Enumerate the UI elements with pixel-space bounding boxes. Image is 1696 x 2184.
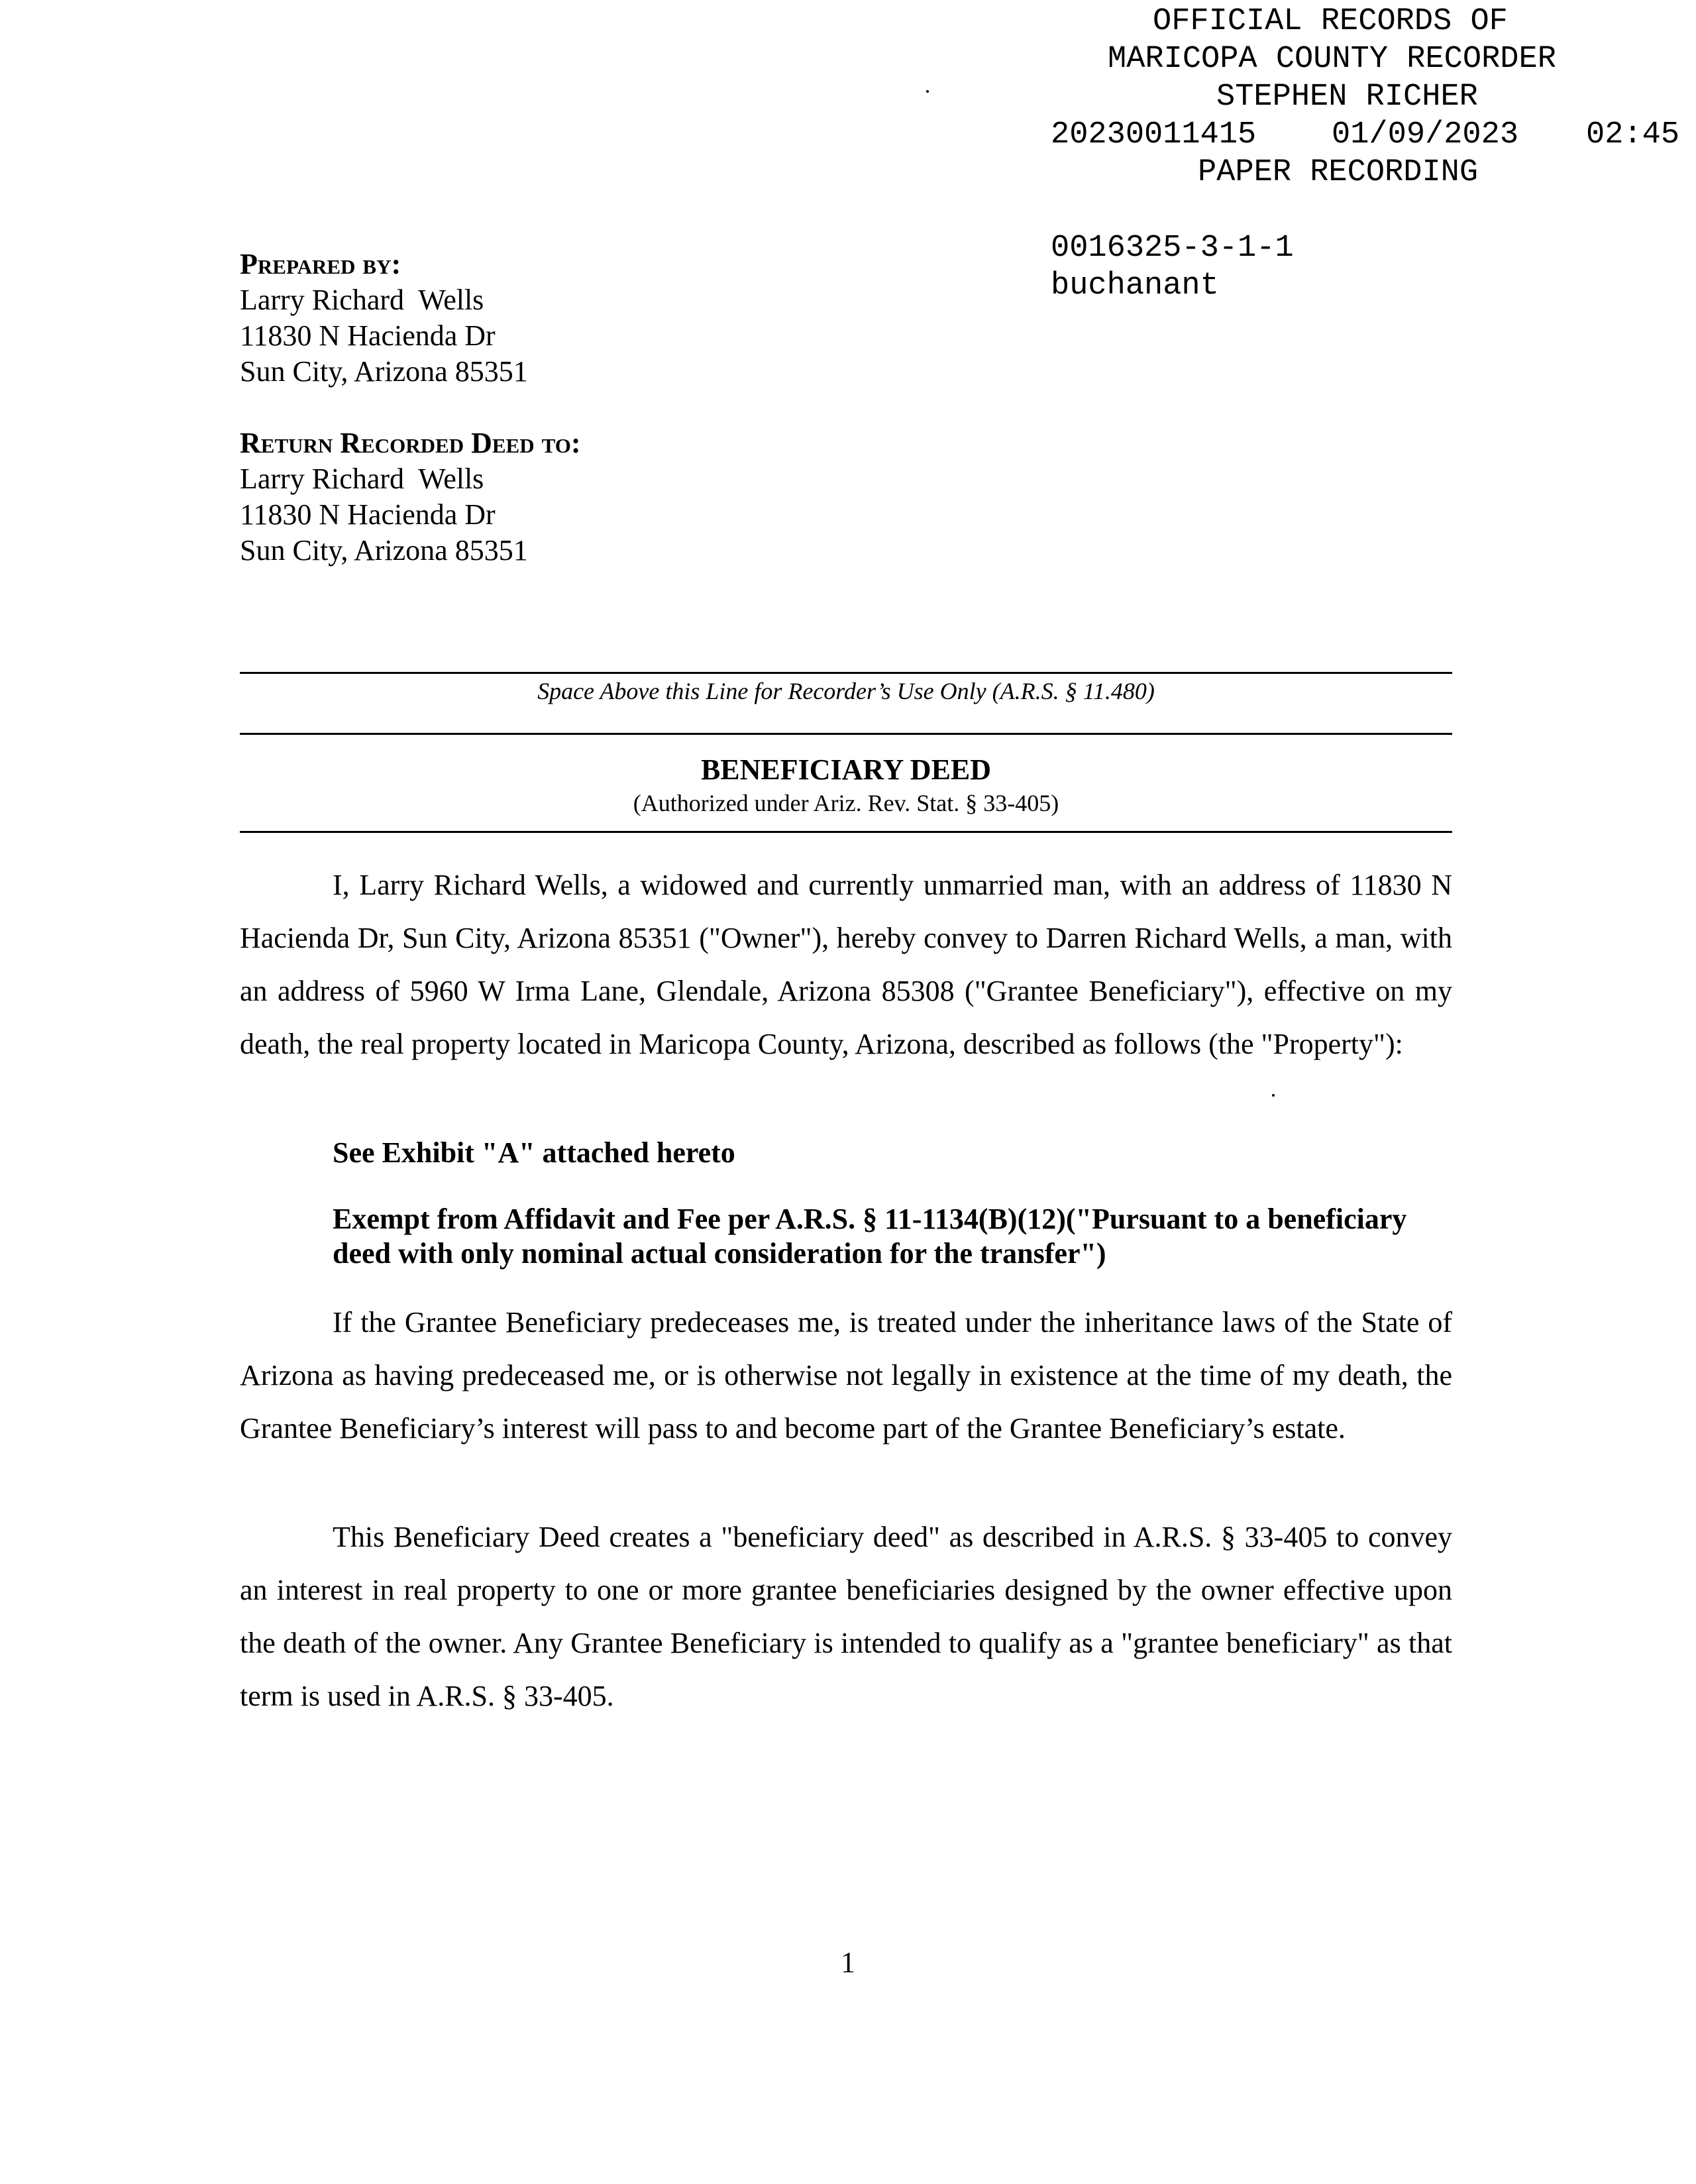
- prepared-by-name: Larry Richard Wells: [240, 284, 484, 316]
- stamp-record-number: 20230011415: [1051, 117, 1257, 152]
- return-to-block: [240, 425, 580, 569]
- prepared-by-block: [240, 246, 528, 390]
- exemption-statement: Exempt from Affidavit and Fee per A.R.S. § 11-1134(B)(12)("Pursuant to a beneficiary deed with only nominal actual consideration for the transfer"): [333, 1203, 1407, 1270]
- stamp-record-date: 01/09/2023: [1332, 117, 1519, 152]
- stamp-paper-recording: PAPER RECORDING: [1198, 155, 1479, 190]
- title-bottom-rule: [240, 831, 1452, 833]
- page-number: 1: [841, 1946, 855, 1979]
- recorder-use-bottom-rule: [240, 733, 1452, 735]
- exhibit-reference: See Exhibit "A" attached hereto: [333, 1136, 735, 1169]
- beneficiary-deed-paragraph: This Beneficiary Deed creates a "beneficiary deed" as described in A.R.S. § 33-405 to convey an interest in real property to one or more grantee beneficiaries designed by the owner effective upon the death of the owner. Any Grantee Beneficiary is intended to qualify as a "grantee beneficiary" as that term is used in A.R.S. § 33-405.: [240, 1521, 1452, 1712]
- stamp-clerk: buchanant: [1051, 268, 1219, 303]
- scan-speck: [926, 90, 929, 93]
- prepared-by-city: Sun City, Arizona 85351: [240, 355, 528, 388]
- recorder-use-top-rule: [240, 672, 1452, 674]
- deed-title: BENEFICIARY DEED: [700, 753, 992, 786]
- return-to-city: Sun City, Arizona 85351: [240, 534, 528, 567]
- stamp-record-time: 02:45: [1586, 117, 1680, 152]
- scan-speck: [1272, 1094, 1275, 1097]
- stamp-county-recorder: MARICOPA COUNTY RECORDER: [1108, 42, 1556, 77]
- stamp-official-records: OFFICIAL RECORDS OF: [1153, 4, 1508, 39]
- stamp-batch-id: 0016325-3-1-1: [1051, 231, 1294, 266]
- prepared-by-street: 11830 N Hacienda Dr: [240, 319, 496, 352]
- deed-subtitle: (Authorized under Ariz. Rev. Stat. § 33-405): [633, 790, 1059, 816]
- prepared-by-heading: Prepared by:: [240, 248, 401, 280]
- recorder-use-note: Space Above this Line for Recorder’s Use Only (A.R.S. § 11.480): [537, 678, 1155, 704]
- return-to-name: Larry Richard Wells: [240, 463, 484, 495]
- stamp-recorder-name: STEPHEN RICHER: [1216, 80, 1478, 115]
- return-to-street: 11830 N Hacienda Dr: [240, 498, 496, 531]
- predecease-paragraph: If the Grantee Beneficiary predeceases me, is treated under the inheritance laws of the State of Arizona as having predeceased me, or is otherwise not legally in existence at the time of my death, the Grantee Beneficiary’s interest will pass to and become part of the Grantee Beneficiary’s estate.: [240, 1306, 1452, 1445]
- conveyance-paragraph: I, Larry Richard Wells, a widowed and currently unmarried man, with an address of 11830 N Hacienda Dr, Sun City, Arizona 85351 ("Owner"), hereby convey to Darren Richard Wells, a man, with an address of 5960 W Irma Lane, Glendale, Arizona 85308 ("Grantee Beneficiary"), effective on my death, the real property located in Maricopa County, Arizona, described as follows (the "Property"):: [240, 869, 1452, 1060]
- return-to-heading: Return Recorded Deed to:: [240, 427, 581, 459]
